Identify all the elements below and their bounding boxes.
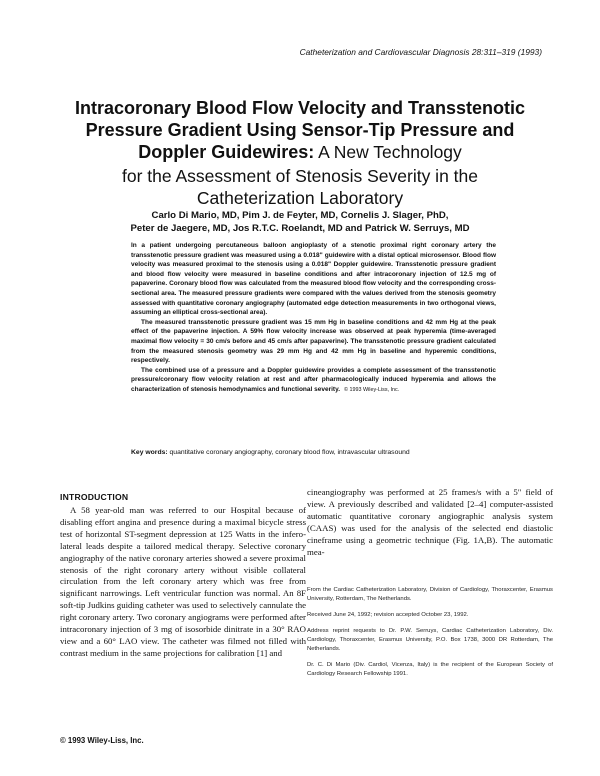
footnote-affiliation: From the Cardiac Catheterization Laboratory, Division of Cardiology, Thoraxcenter, Erasmus University, Rotterdam, The Netherlands. <box>307 587 553 602</box>
journal-citation: Catheterization and Cardiovascular Diagnosis 28:311–319 (1993) <box>299 47 542 57</box>
keywords-label: Key words: <box>131 449 168 456</box>
title-line-5: Catheterization Laboratory <box>196 188 404 208</box>
introduction-left-column <box>60 505 306 660</box>
footnote-received: Received June 24, 1992; revision accepted October 23, 1992. <box>307 612 469 618</box>
keywords <box>131 448 496 458</box>
abstract-paragraph-3-text: The combined use of a pressure and a Doppler guidewire provides a complete assessment of the transstenotic pressure/coronary flow velocity relation at rest and after pharmacologically induced hyperemia and allows the characterization of stenosis hemodynamics and functional severity. <box>131 366 496 393</box>
author-line-2: Peter de Jaegere, MD, Jos R.T.C. Roelandt, MD and Patrick W. Serruys, MD <box>130 223 470 234</box>
title-line-4: for the Assessment of Stenosis Severity in the <box>121 166 478 186</box>
title-line-3-light: A New Technology <box>314 142 462 162</box>
publisher-footer: © 1993 Wiley-Liss, Inc. <box>60 736 144 745</box>
introduction-left-text: A 58 year-old man was referred to our Hospital because of disabling effort angina and presence during a maximal bicycle stress test of horizontal ST-segment depression at 125 Watts in the infero-lateral leads despite a tailored medical therapy. Selective coronary angiography of the native coronary arteries showed a severe proximal stenosis of the right coronary artery without visible collateral circulation from the left coronary artery which was free from significant narrowings. Left ventricular function was normal. An 8F soft-tip Judkins guiding catheter was used to selectively cannulate the right coronary artery. Two coronary angiograms were performed after intracoronary injection of 3 mg of isosorbide dinitrate in a 30° RAO view and a 60° LAO view. The catheter was filmed not filled with contrast medium in the same projections for calibration [1] and <box>60 505 306 658</box>
title-line-2: Pressure Gradient Using Sensor-Tip Pressure and <box>85 120 515 140</box>
footnotes <box>307 586 553 686</box>
abstract-paragraph-3 <box>131 366 496 396</box>
article-title <box>40 97 560 209</box>
introduction-right-column <box>307 487 553 558</box>
footnote-reprints: Address reprint requests to Dr. P.W. Serruys, Cardiac Catheterization Laboratory, Div. Cardiology, Thoraxcenter, Erasmus University, P.O. Box 1738, 3000 DR Rotterdam, The Netherlands. <box>307 628 553 652</box>
title-line-3-bold: Doppler Guidewires: <box>138 142 315 162</box>
keywords-text: quantitative coronary angiography, coronary blood flow, intravascular ultrasound <box>167 449 410 456</box>
introduction-right-text: cineangiography was performed at 25 frames/s with a 5" field of view. A previously described and validated [2–4] computer-assisted automatic quantitative coronary angiographic analysis system (CAAS) was used for the analysis of the selected end diastolic cineframe using a geometric technique (Fig. 1A,B). The automatic mea- <box>307 487 553 557</box>
title-line-1: Intracoronary Blood Flow Velocity and Transstenotic <box>74 98 526 118</box>
abstract-paragraph-1: In a patient undergoing percutaneous balloon angioplasty of a stenotic proximal right coronary artery the transstenotic pressure gradient was measured using a 0.018" guidewire with a distal optical microsensor. Blood flow velocity was measured proximal to the stenosis using a 0.018" Doppler guidewire. Transstenotic pressure gradient and blood flow velocity were measured in baseline conditions and after intracoronary injection of 12.5 mg of papaverine. Coronary blood flow was calculated from the measured blood flow velocity and the corresponding cross-sectional area. The measured pressure gradients were compared with the values derived from the stenosis geometry assessed with quantitative coronary angiography (automated edge detection measurements in two orthogonal views, assuming an elliptical cross-sectional area). <box>131 242 496 317</box>
abstract-paragraph-2: The measured transstenotic pressure gradient was 15 mm Hg in baseline conditions and 42 mm Hg at the peak effect of the papaverine injection. A 59% flow velocity increase was observed at peak hyperemia (time-averaged maximal flow velocity = 30 cm/s before and 45 cm/s after papaverine). The transstenotic pressure gradient calculated from the measured stenosis geometry was 29 mm Hg and 42 mm Hg in baseline and hyperemic conditions, respectively. <box>131 318 496 365</box>
abstract <box>131 241 496 396</box>
footnote-fellowship: Dr. C. Di Mario (Div. Cardiol, Vicenza, Italy) is the recipient of the European Society of Cardiology Research Fellowship 1991. <box>307 662 553 677</box>
author-line-1: Carlo Di Mario, MD, Pim J. de Feyter, MD, Cornelis J. Slager, PhD, <box>151 210 449 221</box>
author-list <box>40 209 560 235</box>
title-line-3 <box>40 141 560 165</box>
introduction-heading: INTRODUCTION <box>60 492 129 502</box>
abstract-copyright: © 1993 Wiley-Liss, Inc. <box>344 386 400 393</box>
